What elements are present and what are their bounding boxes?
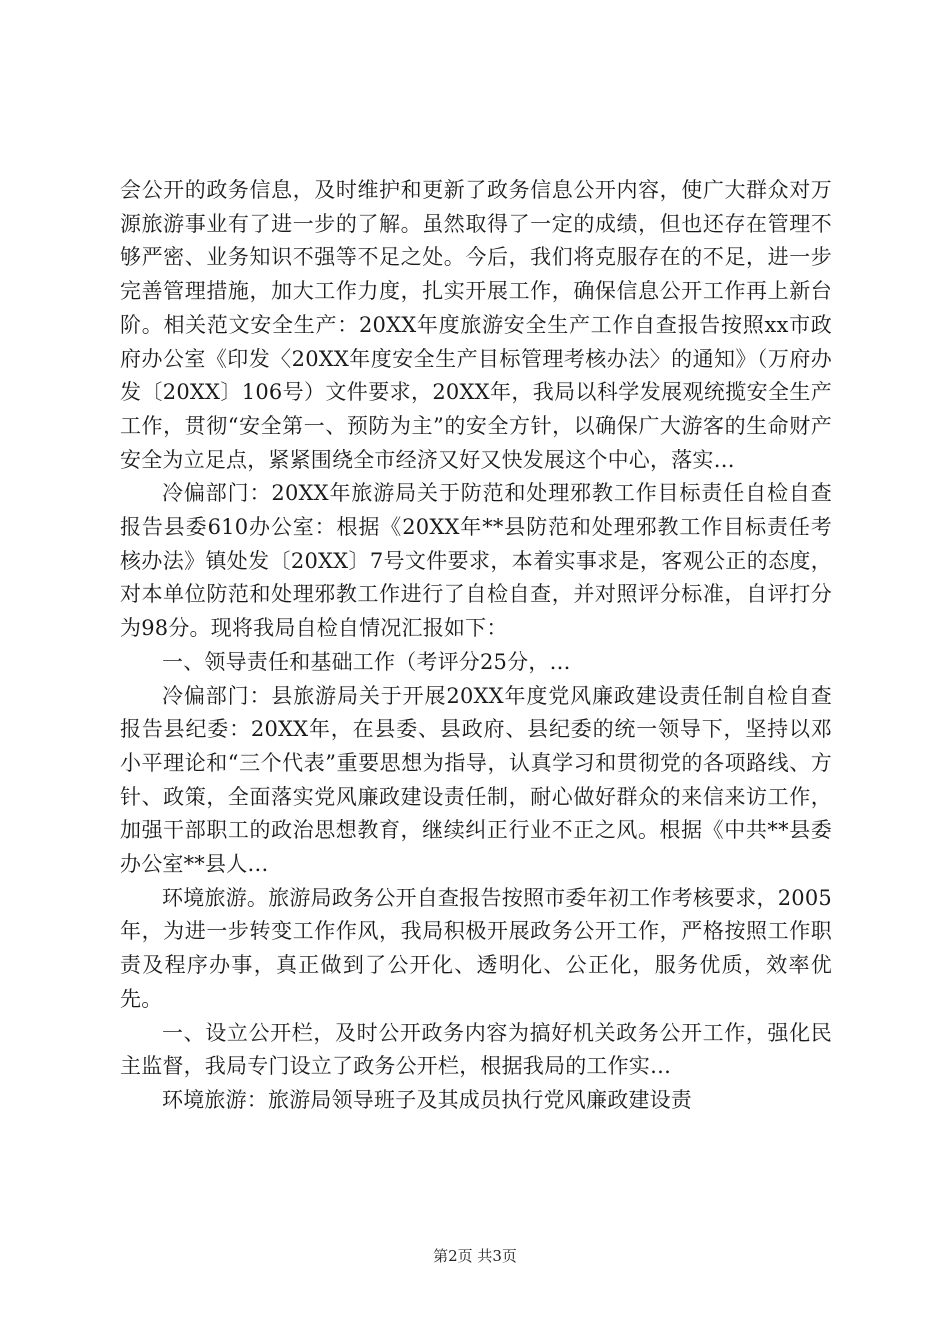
paragraph-2: 冷偏部门：20XX年旅游局关于防范和处理邪教工作目标责任自检自查报告县委610办公室：根据《20XX年**县防范和处理邪教工作目标责任考核办法》镇处发〔20XX〕7号文件要求，本着实事求是，客观公正的态度，对本单位防范和处理邪教工作进行了自检自查，并对照评分标准，自评打分为98分。现将我局自检自情况汇报如下： [120,481,832,641]
paragraph-5: 环境旅游。旅游局政务公开自查报告按照市委年初工作考核要求，2005年，为进一步转变工作作风，我局积极开展政务公开工作，严格按照工作职责及程序办事，真正做到了公开化、透明化、公正化，服务优质，效率优先。 [120,885,832,1011]
paragraph-1: 会公开的政务信息，及时维护和更新了政务信息公开内容，使广大群众对万源旅游事业有了进一步的了解。虽然取得了一定的成绩，但也还存在管理不够严密、业务知识不强等不足之处。今后，我们将克服存在的不足，进一步完善管理措施，加大工作力度，扎实开展工作，确保信息公开工作再上新台阶。相关范文安全生产：20XX年度旅游安全生产工作自查报告按照xx市政府办公室《印发〈20XX年度安全生产目标管理考核办法〉的通知》（万府办发〔20XX〕106号）文件要求，20XX年，我局以科学发展观统揽安全生产工作，贯彻“安全第一、预防为主”的安全方针，以确保广大游客的生命财产安全为立足点，紧紧围绕全市经济又好又快发展这个中心，落实… [120,178,832,472]
page-footer: 第2页 共3页 [433,1247,517,1265]
document-body [120,174,832,1118]
paragraph-6: 一、设立公开栏，及时公开政务内容为搞好机关政务公开工作，强化民主监督，我局专门设立了政务公开栏，根据我局的工作实… [120,1020,832,1079]
paragraph-4: 冷偏部门：县旅游局关于开展20XX年度党风廉政建设责任制自检自查报告县纪委：20XX年，在县委、县政府、县纪委的统一领导下，坚持以邓小平理论和“三个代表”重要思想为指导，认真学习和贯彻党的各项路线、方针、政策，全面落实党风廉政建设责任制，耐心做好群众的来信来访工作，加强干部职工的政治思想教育，继续纠正行业不正之风。根据《中共**县委办公室**县人… [120,683,832,877]
paragraph-7: 环境旅游：旅游局领导班子及其成员执行党风廉政建设责 [162,1087,692,1112]
paragraph-3: 一、领导责任和基础工作（考评分25分，… [162,649,571,674]
